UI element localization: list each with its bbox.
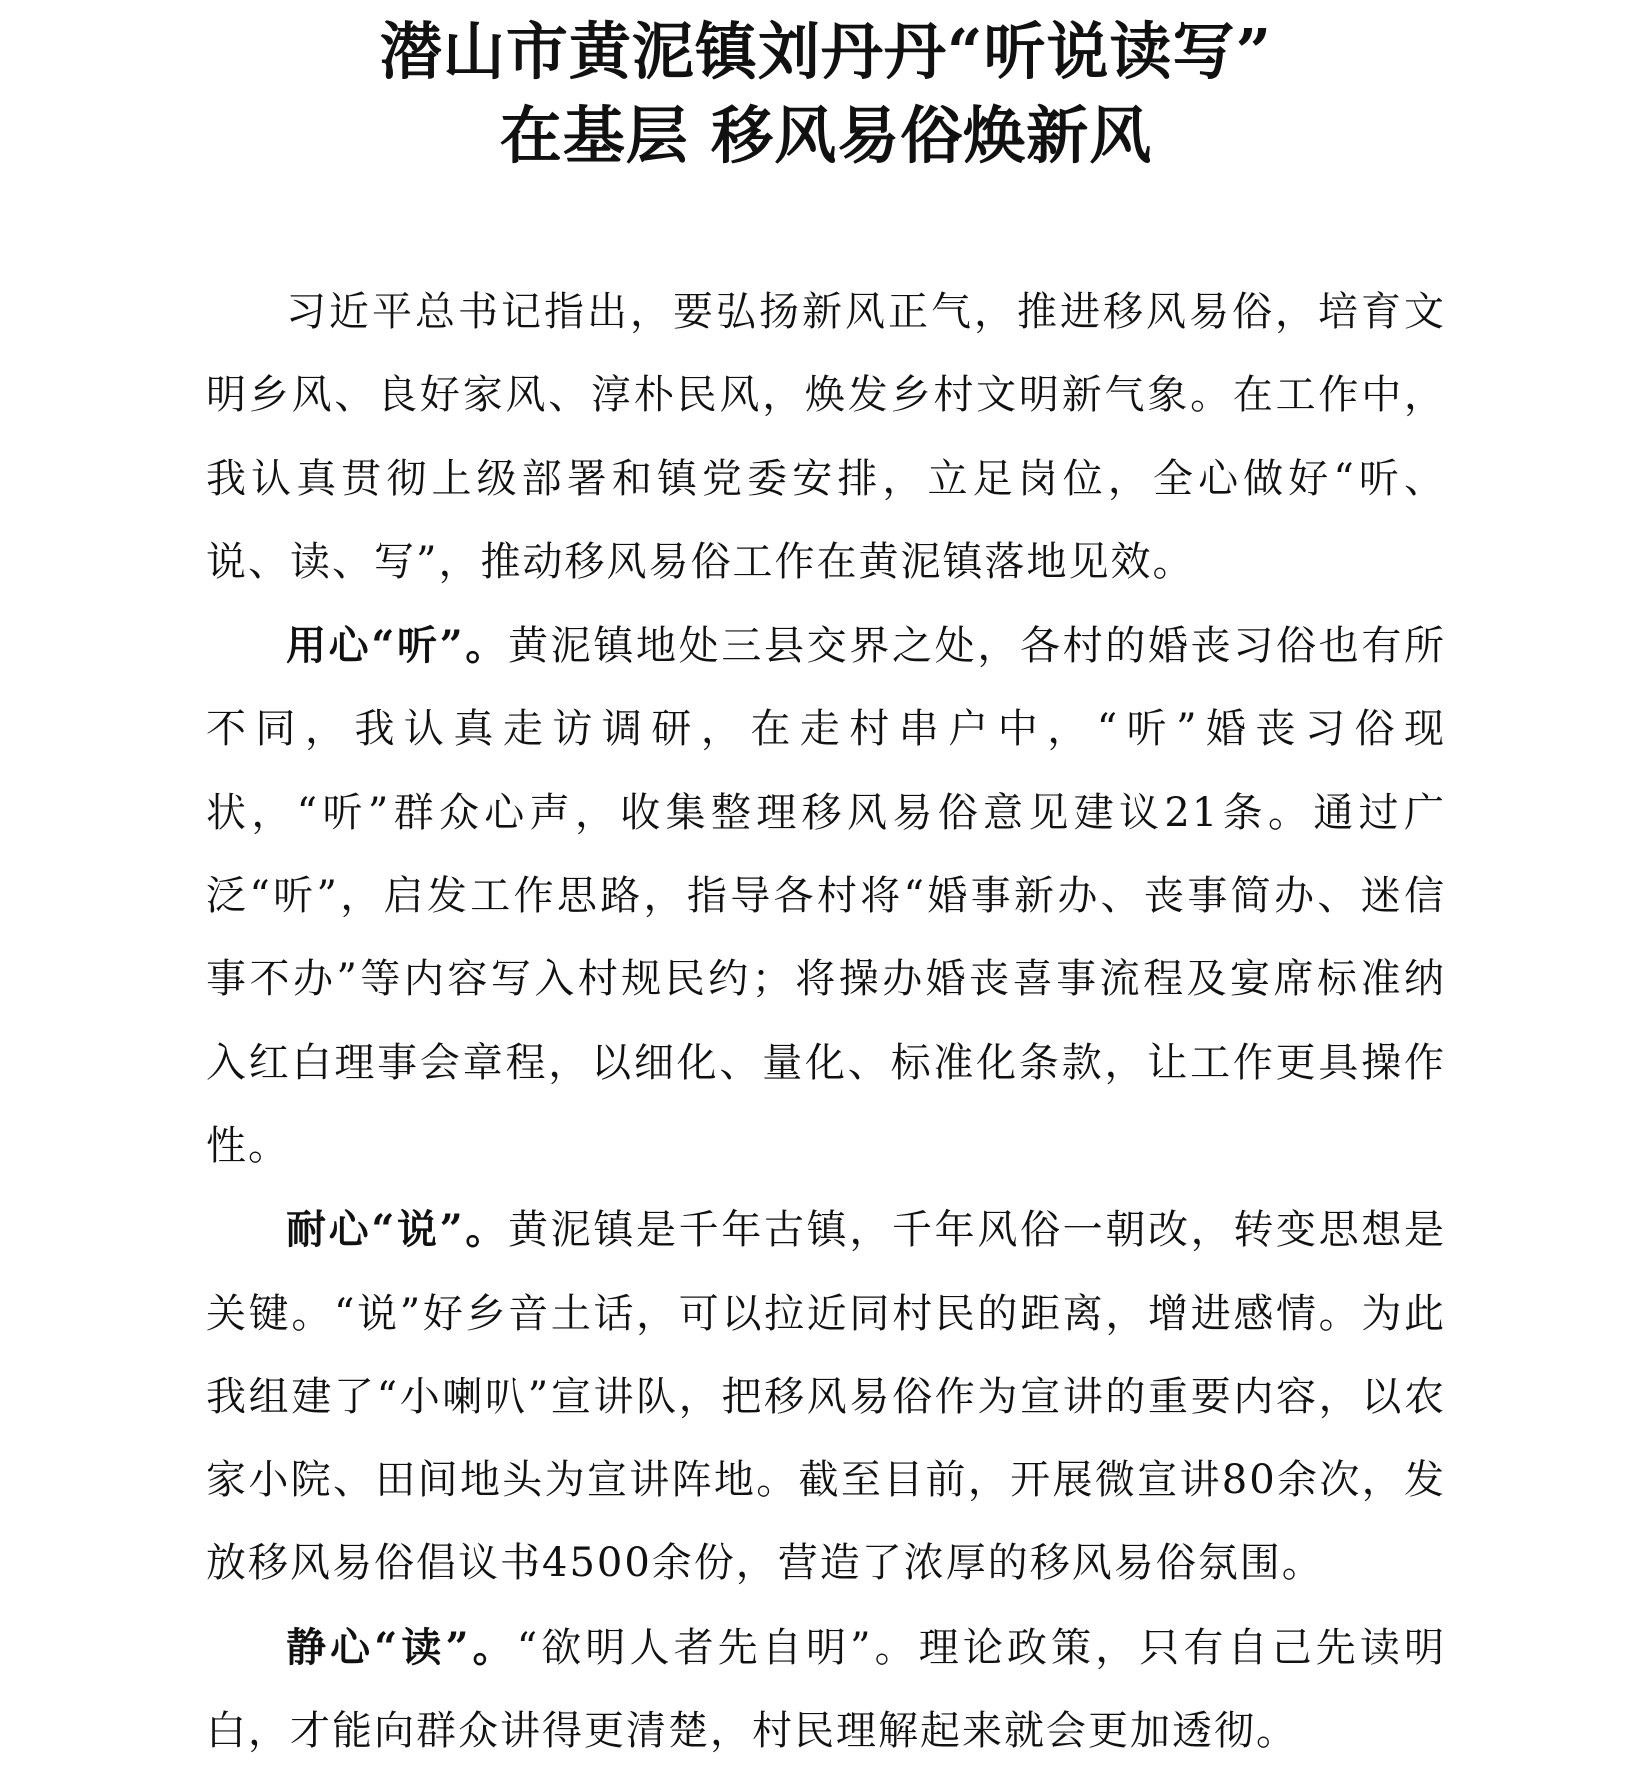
paragraph-read [206,1606,1446,1773]
paragraph-text: “欲明人者先自明”。理论政策，只有自己先读明白，才能向群众讲得更清楚，村民理解起来就会更加透彻。 [206,1624,1446,1755]
document-title-line-1: 潜山市黄泥镇刘丹丹“听说读写” [379,15,1273,88]
paragraph-lead-listen: 用心“听”。 [286,622,509,670]
paragraph-text: 黄泥镇是千年古镇，千年风俗一朝改，转变思想是关键。“说”好乡音土话，可以拉近同村民的距离，增进感情。为此我组建了“小喇叭”宣讲队，把移风易俗作为宣讲的重要内容，以农家小院、田间地头为宣讲阵地。截至目前，开展微宣讲80余次，发放移风易俗倡议书4500余份，营造了浓厚的移风易俗氛围。 [206,1207,1447,1587]
paragraph-speak [206,1188,1446,1605]
document-body [206,270,1446,1773]
paragraph-listen [206,604,1446,1188]
document-title-line-2: 在基层 移风易俗焕新风 [499,99,1153,172]
paragraph-text: 习近平总书记指出，要弘扬新风正气，推进移风易俗，培育文明乡风、良好家风、淳朴民风，焕发乡村文明新气象。在工作中，我认真贯彻上级部署和镇党委安排，立足岗位，全心做好“听、说、读、写”，推动移风易俗工作在黄泥镇落地见效。 [206,289,1446,585]
paragraph-lead-read: 静心“读”。 [286,1623,517,1671]
paragraph-intro [206,270,1446,604]
paragraph-text: 黄泥镇地处三县交界之处，各村的婚丧习俗也有所不同，我认真走访调研，在走村串户中，“听”婚丧习俗现状，“听”群众心声，收集整理移风易俗意见建议21条。通过广泛“听”，启发工作思路，指导各村将“婚事新办、丧事简办、迷信事不办”等内容写入村规民约；将操办婚丧喜事流程及宴席标准纳入红白理事会章程，以细化、量化、标准化条款，让工作更具操作性。 [206,623,1447,1169]
paragraph-lead-speak: 耐心“说”。 [286,1206,509,1254]
